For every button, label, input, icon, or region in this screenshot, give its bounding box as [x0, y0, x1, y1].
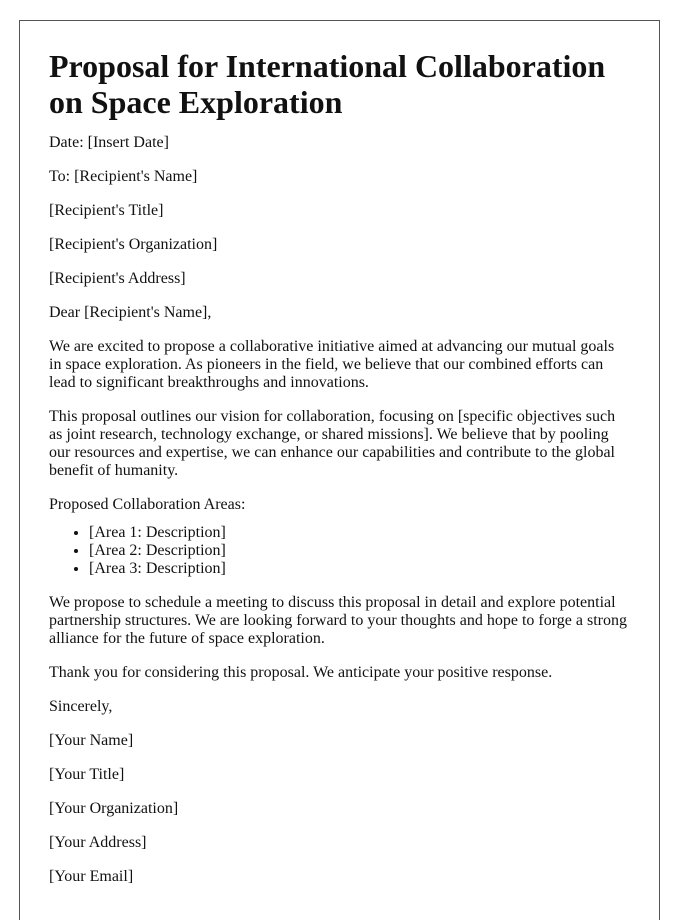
vision-paragraph: This proposal outlines our vision for collaboration, focusing on [specific objectives such as joint research, technology exchange, or shared missions]. We believe that by pooling our resources and expertise, we can enhance our capabilities and contribute to the global benefit of humanity.: [49, 408, 616, 479]
sender-title: [Your Title]: [49, 766, 125, 783]
recipient-address: [Recipient's Address]: [49, 270, 186, 287]
thanks-paragraph: Thank you for considering this proposal. We anticipate your positive response.: [49, 664, 553, 681]
list-item: • [Area 1: Description]: [89, 524, 630, 542]
recipient-organization: [Recipient's Organization]: [49, 236, 218, 253]
sender-email: [Your Email]: [49, 868, 134, 885]
list-item: • [Area 3: Description]: [89, 560, 630, 578]
collaboration-areas-heading: Proposed Collaboration Areas:: [49, 496, 246, 513]
list-item: • [Area 2: Description]: [89, 542, 630, 560]
sender-name: [Your Name]: [49, 732, 134, 749]
intro-paragraph: We are excited to propose a collaborative initiative aimed at advancing our mutual goals in space exploration. As pioneers in the field, we believe that our combined efforts can lead to significant breakthroughs and innovations.: [49, 338, 615, 391]
sender-organization: [Your Organization]: [49, 800, 179, 817]
letter-title: Proposal for International Collaboration on Space Exploration: [49, 48, 606, 120]
recipient-name-line: To: [Recipient's Name]: [49, 168, 198, 185]
letter-page: [19, 20, 660, 920]
meeting-paragraph: We propose to schedule a meeting to discuss this proposal in detail and explore potential partnership structures. We are looking forward to your thoughts and hope to forge a strong alliance for the future of space exploration.: [49, 594, 627, 647]
recipient-title: [Recipient's Title]: [49, 202, 164, 219]
closing: Sincerely,: [49, 698, 113, 715]
collaboration-areas-list: [49, 524, 630, 578]
date-line: Date: [Insert Date]: [49, 134, 169, 151]
sender-address: [Your Address]: [49, 834, 147, 851]
salutation: Dear [Recipient's Name],: [49, 304, 212, 321]
